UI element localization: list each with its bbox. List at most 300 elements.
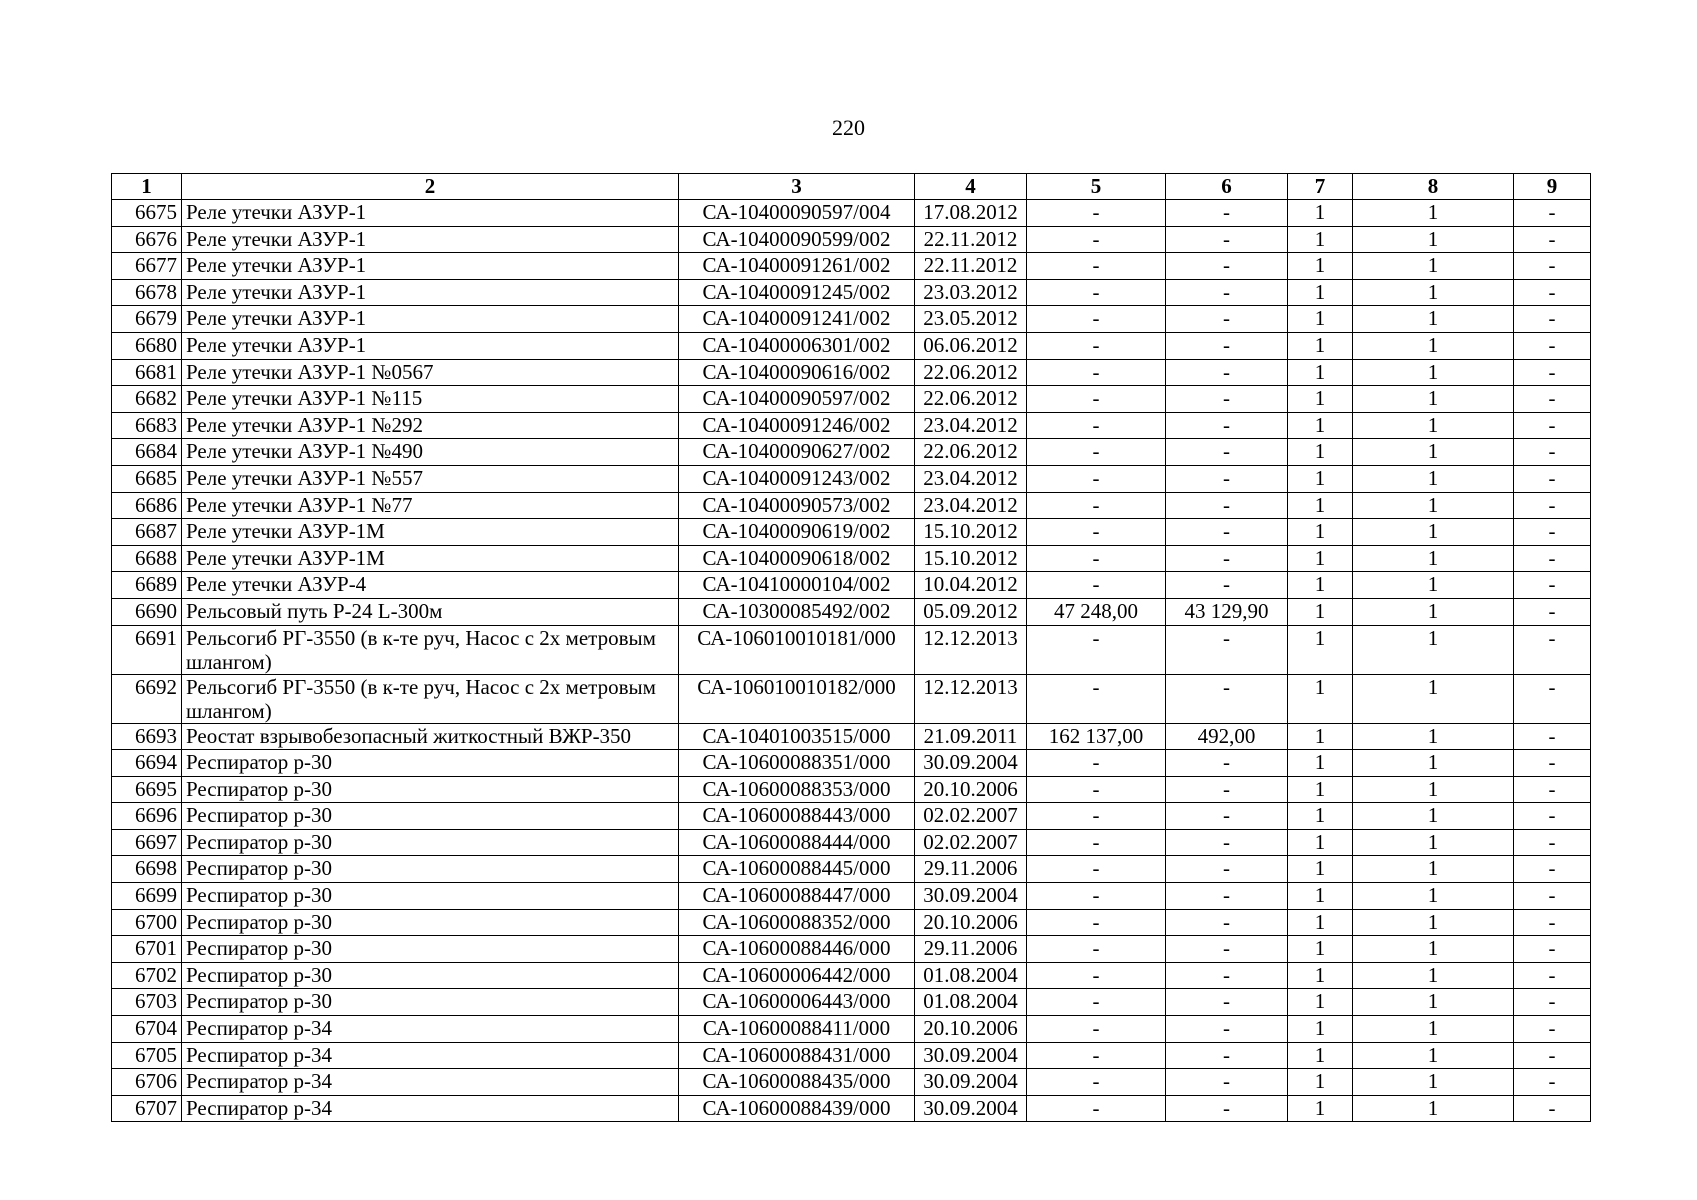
value-col9: -: [1514, 306, 1591, 333]
value-col8: 1: [1353, 989, 1514, 1016]
date: 23.05.2012: [915, 306, 1027, 333]
item-name: Респиратор р-30: [182, 856, 679, 883]
date: 29.11.2006: [915, 936, 1027, 963]
table-row: [112, 674, 1591, 723]
row-number: 6684: [112, 439, 182, 466]
value-col8: 1: [1353, 412, 1514, 439]
value-col5: -: [1027, 226, 1166, 253]
value-col7: 1: [1288, 332, 1353, 359]
row-number: 6698: [112, 856, 182, 883]
row-number: 6705: [112, 1042, 182, 1069]
value-col9: -: [1514, 936, 1591, 963]
value-col6: -: [1166, 279, 1288, 306]
value-col5: -: [1027, 545, 1166, 572]
item-name: Респиратор р-30: [182, 989, 679, 1016]
value-col8: 1: [1353, 1042, 1514, 1069]
column-header: 1: [112, 174, 182, 200]
row-number: 6706: [112, 1069, 182, 1096]
value-col6: -: [1166, 572, 1288, 599]
inventory-code: СА-10400090597/002: [679, 386, 915, 413]
value-col5: -: [1027, 962, 1166, 989]
value-col7: 1: [1288, 1016, 1353, 1043]
inventory-code: СА-10400091246/002: [679, 412, 915, 439]
inventory-code: СА-10600088353/000: [679, 776, 915, 803]
column-header: 9: [1514, 174, 1591, 200]
table-row: [112, 306, 1591, 333]
date: 30.09.2004: [915, 750, 1027, 777]
item-name: Респиратор р-34: [182, 1016, 679, 1043]
date: 30.09.2004: [915, 1069, 1027, 1096]
table-row: [112, 1042, 1591, 1069]
date: 20.10.2006: [915, 1016, 1027, 1043]
date: 05.09.2012: [915, 598, 1027, 625]
date: 12.12.2013: [915, 625, 1027, 674]
value-col8: 1: [1353, 909, 1514, 936]
value-col5: -: [1027, 412, 1166, 439]
value-col6: -: [1166, 1016, 1288, 1043]
value-col8: 1: [1353, 465, 1514, 492]
value-col9: -: [1514, 962, 1591, 989]
value-col6: -: [1166, 492, 1288, 519]
value-col7: 1: [1288, 226, 1353, 253]
table-row: [112, 909, 1591, 936]
value-col5: -: [1027, 674, 1166, 723]
value-col8: 1: [1353, 545, 1514, 572]
item-name: Рельсовый путь Р-24 L-300м: [182, 598, 679, 625]
table-row: [112, 856, 1591, 883]
row-number: 6707: [112, 1095, 182, 1122]
date: 10.04.2012: [915, 572, 1027, 599]
value-col9: -: [1514, 674, 1591, 723]
table-header: [112, 174, 1591, 200]
table-row: [112, 598, 1591, 625]
value-col5: 47 248,00: [1027, 598, 1166, 625]
value-col5: -: [1027, 750, 1166, 777]
column-header: 5: [1027, 174, 1166, 200]
value-col9: -: [1514, 1095, 1591, 1122]
row-number: 6680: [112, 332, 182, 359]
value-col6: -: [1166, 989, 1288, 1016]
value-col5: 162 137,00: [1027, 723, 1166, 750]
value-col7: 1: [1288, 989, 1353, 1016]
value-col5: -: [1027, 386, 1166, 413]
inventory-code: СА-10401003515/000: [679, 723, 915, 750]
row-number: 6695: [112, 776, 182, 803]
value-col7: 1: [1288, 776, 1353, 803]
value-col5: -: [1027, 1069, 1166, 1096]
column-header: 6: [1166, 174, 1288, 200]
item-name: Рельсогиб РГ-3550 (в к-те руч, Насос с 2х метровым шлангом): [182, 674, 679, 723]
value-col9: -: [1514, 492, 1591, 519]
table-row: [112, 226, 1591, 253]
value-col9: -: [1514, 1016, 1591, 1043]
value-col9: -: [1514, 386, 1591, 413]
value-col7: 1: [1288, 412, 1353, 439]
value-col9: -: [1514, 572, 1591, 599]
value-col9: -: [1514, 598, 1591, 625]
inventory-code: СА-10400090627/002: [679, 439, 915, 466]
value-col6: -: [1166, 465, 1288, 492]
item-name: Реле утечки АЗУР-1М: [182, 545, 679, 572]
item-name: Респиратор р-30: [182, 936, 679, 963]
value-col7: 1: [1288, 962, 1353, 989]
inventory-code: СА-10600088446/000: [679, 936, 915, 963]
table-row: [112, 572, 1591, 599]
value-col6: -: [1166, 1069, 1288, 1096]
table-row: [112, 1095, 1591, 1122]
value-col5: -: [1027, 989, 1166, 1016]
value-col9: -: [1514, 883, 1591, 910]
value-col5: -: [1027, 1042, 1166, 1069]
value-col7: 1: [1288, 439, 1353, 466]
date: 22.06.2012: [915, 359, 1027, 386]
page-number: 220: [832, 115, 865, 140]
item-name: Реле утечки АЗУР-1: [182, 306, 679, 333]
value-col7: 1: [1288, 1042, 1353, 1069]
date: 21.09.2011: [915, 723, 1027, 750]
item-name: Респиратор р-30: [182, 776, 679, 803]
inventory-code: СА-10400091261/002: [679, 253, 915, 280]
date: 12.12.2013: [915, 674, 1027, 723]
value-col8: 1: [1353, 883, 1514, 910]
value-col5: -: [1027, 519, 1166, 546]
date: 23.04.2012: [915, 412, 1027, 439]
table-row: [112, 386, 1591, 413]
date: 30.09.2004: [915, 883, 1027, 910]
column-header: 7: [1288, 174, 1353, 200]
table-row: [112, 332, 1591, 359]
value-col5: -: [1027, 776, 1166, 803]
inventory-code: СА-10400090618/002: [679, 545, 915, 572]
value-col7: 1: [1288, 625, 1353, 674]
date: 17.08.2012: [915, 200, 1027, 227]
column-header: 2: [182, 174, 679, 200]
inventory-code: СА-10600088444/000: [679, 829, 915, 856]
row-number: 6692: [112, 674, 182, 723]
value-col5: -: [1027, 883, 1166, 910]
date: 02.02.2007: [915, 829, 1027, 856]
row-number: 6675: [112, 200, 182, 227]
value-col7: 1: [1288, 306, 1353, 333]
value-col8: 1: [1353, 674, 1514, 723]
value-col8: 1: [1353, 598, 1514, 625]
value-col6: -: [1166, 359, 1288, 386]
inventory-code: СА-10400006301/002: [679, 332, 915, 359]
table-row: [112, 750, 1591, 777]
inventory-code: СА-10600006443/000: [679, 989, 915, 1016]
value-col6: -: [1166, 439, 1288, 466]
value-col7: 1: [1288, 519, 1353, 546]
table-row: [112, 412, 1591, 439]
row-number: 6688: [112, 545, 182, 572]
value-col6: -: [1166, 776, 1288, 803]
value-col9: -: [1514, 200, 1591, 227]
table-row: [112, 439, 1591, 466]
value-col5: -: [1027, 306, 1166, 333]
inventory-code: СА-10300085492/002: [679, 598, 915, 625]
date: 30.09.2004: [915, 1095, 1027, 1122]
value-col7: 1: [1288, 253, 1353, 280]
item-name: Рельсогиб РГ-3550 (в к-те руч, Насос с 2х метровым шлангом): [182, 625, 679, 674]
value-col9: -: [1514, 776, 1591, 803]
item-name: Респиратор р-30: [182, 829, 679, 856]
value-col7: 1: [1288, 750, 1353, 777]
table-row: [112, 883, 1591, 910]
item-name: Реле утечки АЗУР-4: [182, 572, 679, 599]
value-col7: 1: [1288, 359, 1353, 386]
value-col8: 1: [1353, 306, 1514, 333]
item-name: Реле утечки АЗУР-1 №490: [182, 439, 679, 466]
row-number: 6701: [112, 936, 182, 963]
item-name: Респиратор р-30: [182, 803, 679, 830]
date: 15.10.2012: [915, 519, 1027, 546]
table-row: [112, 625, 1591, 674]
value-col7: 1: [1288, 723, 1353, 750]
value-col9: -: [1514, 545, 1591, 572]
value-col5: -: [1027, 200, 1166, 227]
value-col9: -: [1514, 439, 1591, 466]
value-col9: -: [1514, 909, 1591, 936]
value-col8: 1: [1353, 625, 1514, 674]
item-name: Реле утечки АЗУР-1 №292: [182, 412, 679, 439]
value-col8: 1: [1353, 803, 1514, 830]
inventory-code: СА-10400091245/002: [679, 279, 915, 306]
value-col7: 1: [1288, 200, 1353, 227]
table-body: [112, 200, 1591, 1122]
column-header: 8: [1353, 174, 1514, 200]
date: 01.08.2004: [915, 962, 1027, 989]
value-col6: -: [1166, 1095, 1288, 1122]
row-number: 6694: [112, 750, 182, 777]
date: 23.04.2012: [915, 492, 1027, 519]
value-col9: -: [1514, 253, 1591, 280]
inventory-code: СА-10400090573/002: [679, 492, 915, 519]
value-col8: 1: [1353, 962, 1514, 989]
value-col7: 1: [1288, 936, 1353, 963]
row-number: 6704: [112, 1016, 182, 1043]
item-name: Реле утечки АЗУР-1: [182, 200, 679, 227]
row-number: 6685: [112, 465, 182, 492]
value-col9: -: [1514, 723, 1591, 750]
date: 20.10.2006: [915, 776, 1027, 803]
row-number: 6700: [112, 909, 182, 936]
date: 22.11.2012: [915, 253, 1027, 280]
value-col5: -: [1027, 1095, 1166, 1122]
date: 01.08.2004: [915, 989, 1027, 1016]
inventory-code: СА-10600088439/000: [679, 1095, 915, 1122]
header-row: [112, 174, 1591, 200]
value-col8: 1: [1353, 253, 1514, 280]
value-col5: -: [1027, 359, 1166, 386]
item-name: Реле утечки АЗУР-1М: [182, 519, 679, 546]
value-col9: -: [1514, 1069, 1591, 1096]
inventory-code: СА-10400090599/002: [679, 226, 915, 253]
value-col6: -: [1166, 1042, 1288, 1069]
row-number: 6676: [112, 226, 182, 253]
date: 02.02.2007: [915, 803, 1027, 830]
value-col5: -: [1027, 492, 1166, 519]
item-name: Реле утечки АЗУР-1: [182, 332, 679, 359]
value-col7: 1: [1288, 572, 1353, 599]
row-number: 6687: [112, 519, 182, 546]
date: 06.06.2012: [915, 332, 1027, 359]
value-col6: -: [1166, 386, 1288, 413]
value-col6: -: [1166, 306, 1288, 333]
value-col6: -: [1166, 519, 1288, 546]
row-number: 6686: [112, 492, 182, 519]
row-number: 6677: [112, 253, 182, 280]
inventory-code: СА-10600088445/000: [679, 856, 915, 883]
value-col5: -: [1027, 909, 1166, 936]
table-row: [112, 1069, 1591, 1096]
value-col5: -: [1027, 625, 1166, 674]
inventory-code: СА-10400091243/002: [679, 465, 915, 492]
date: 22.06.2012: [915, 439, 1027, 466]
value-col9: -: [1514, 465, 1591, 492]
item-name: Респиратор р-30: [182, 883, 679, 910]
value-col8: 1: [1353, 226, 1514, 253]
item-name: Реле утечки АЗУР-1 №77: [182, 492, 679, 519]
item-name: Реле утечки АЗУР-1 №115: [182, 386, 679, 413]
value-col9: -: [1514, 750, 1591, 777]
inventory-code: СА-10400090616/002: [679, 359, 915, 386]
value-col7: 1: [1288, 1069, 1353, 1096]
value-col5: -: [1027, 856, 1166, 883]
value-col9: -: [1514, 332, 1591, 359]
inventory-code: СА-10600088447/000: [679, 883, 915, 910]
date: 20.10.2006: [915, 909, 1027, 936]
row-number: 6697: [112, 829, 182, 856]
value-col9: -: [1514, 412, 1591, 439]
table-row: [112, 359, 1591, 386]
value-col8: 1: [1353, 936, 1514, 963]
table-row: [112, 962, 1591, 989]
value-col5: -: [1027, 253, 1166, 280]
value-col7: 1: [1288, 465, 1353, 492]
value-col6: -: [1166, 750, 1288, 777]
value-col9: -: [1514, 359, 1591, 386]
value-col5: -: [1027, 439, 1166, 466]
value-col8: 1: [1353, 1016, 1514, 1043]
value-col6: -: [1166, 883, 1288, 910]
row-number: 6683: [112, 412, 182, 439]
inventory-code: СА-10600006442/000: [679, 962, 915, 989]
item-name: Респиратор р-34: [182, 1042, 679, 1069]
value-col9: -: [1514, 856, 1591, 883]
date: 23.04.2012: [915, 465, 1027, 492]
item-name: Реле утечки АЗУР-1: [182, 279, 679, 306]
item-name: Респиратор р-34: [182, 1095, 679, 1122]
value-col5: -: [1027, 465, 1166, 492]
value-col7: 1: [1288, 545, 1353, 572]
inventory-code: СА-10600088411/000: [679, 1016, 915, 1043]
row-number: 6699: [112, 883, 182, 910]
value-col8: 1: [1353, 1095, 1514, 1122]
table-row: [112, 829, 1591, 856]
value-col7: 1: [1288, 492, 1353, 519]
value-col5: -: [1027, 936, 1166, 963]
inventory-code: СА-10600088352/000: [679, 909, 915, 936]
value-col8: 1: [1353, 856, 1514, 883]
value-col9: -: [1514, 519, 1591, 546]
item-name: Респиратор р-30: [182, 909, 679, 936]
value-col8: 1: [1353, 750, 1514, 777]
date: 22.11.2012: [915, 226, 1027, 253]
table-row: [112, 200, 1591, 227]
row-number: 6693: [112, 723, 182, 750]
value-col6: -: [1166, 200, 1288, 227]
value-col6: -: [1166, 625, 1288, 674]
row-number: 6690: [112, 598, 182, 625]
value-col7: 1: [1288, 279, 1353, 306]
value-col5: -: [1027, 332, 1166, 359]
row-number: 6678: [112, 279, 182, 306]
value-col8: 1: [1353, 1069, 1514, 1096]
value-col6: -: [1166, 962, 1288, 989]
value-col6: -: [1166, 674, 1288, 723]
date: 29.11.2006: [915, 856, 1027, 883]
value-col8: 1: [1353, 332, 1514, 359]
value-col8: 1: [1353, 492, 1514, 519]
inventory-code: СА-10400091241/002: [679, 306, 915, 333]
value-col7: 1: [1288, 674, 1353, 723]
item-name: Респиратор р-30: [182, 750, 679, 777]
value-col6: -: [1166, 909, 1288, 936]
value-col6: -: [1166, 856, 1288, 883]
value-col8: 1: [1353, 723, 1514, 750]
value-col9: -: [1514, 829, 1591, 856]
row-number: 6696: [112, 803, 182, 830]
value-col7: 1: [1288, 909, 1353, 936]
value-col6: -: [1166, 412, 1288, 439]
inventory-code: СА-10600088435/000: [679, 1069, 915, 1096]
inventory-code: СА-10410000104/002: [679, 572, 915, 599]
value-col6: -: [1166, 803, 1288, 830]
row-number: 6682: [112, 386, 182, 413]
table-row: [112, 989, 1591, 1016]
value-col6: -: [1166, 226, 1288, 253]
date: 23.03.2012: [915, 279, 1027, 306]
column-header: 3: [679, 174, 915, 200]
table-row: [112, 492, 1591, 519]
value-col8: 1: [1353, 359, 1514, 386]
inventory-code: СА-10400090597/004: [679, 200, 915, 227]
value-col5: -: [1027, 803, 1166, 830]
inventory-code: СА-106010010181/000: [679, 625, 915, 674]
table-row: [112, 1016, 1591, 1043]
value-col8: 1: [1353, 279, 1514, 306]
row-number: 6691: [112, 625, 182, 674]
value-col7: 1: [1288, 598, 1353, 625]
table-row: [112, 803, 1591, 830]
table-row: [112, 253, 1591, 280]
inventory-table: [111, 173, 1591, 1122]
value-col9: -: [1514, 625, 1591, 674]
table-row: [112, 465, 1591, 492]
item-name: Реле утечки АЗУР-1: [182, 253, 679, 280]
inventory-code: СА-10600088351/000: [679, 750, 915, 777]
value-col5: -: [1027, 829, 1166, 856]
row-number: 6679: [112, 306, 182, 333]
value-col9: -: [1514, 803, 1591, 830]
value-col6: -: [1166, 332, 1288, 359]
row-number: 6681: [112, 359, 182, 386]
item-name: Реле утечки АЗУР-1 №0567: [182, 359, 679, 386]
date: 15.10.2012: [915, 545, 1027, 572]
value-col8: 1: [1353, 776, 1514, 803]
table-row: [112, 723, 1591, 750]
value-col7: 1: [1288, 856, 1353, 883]
